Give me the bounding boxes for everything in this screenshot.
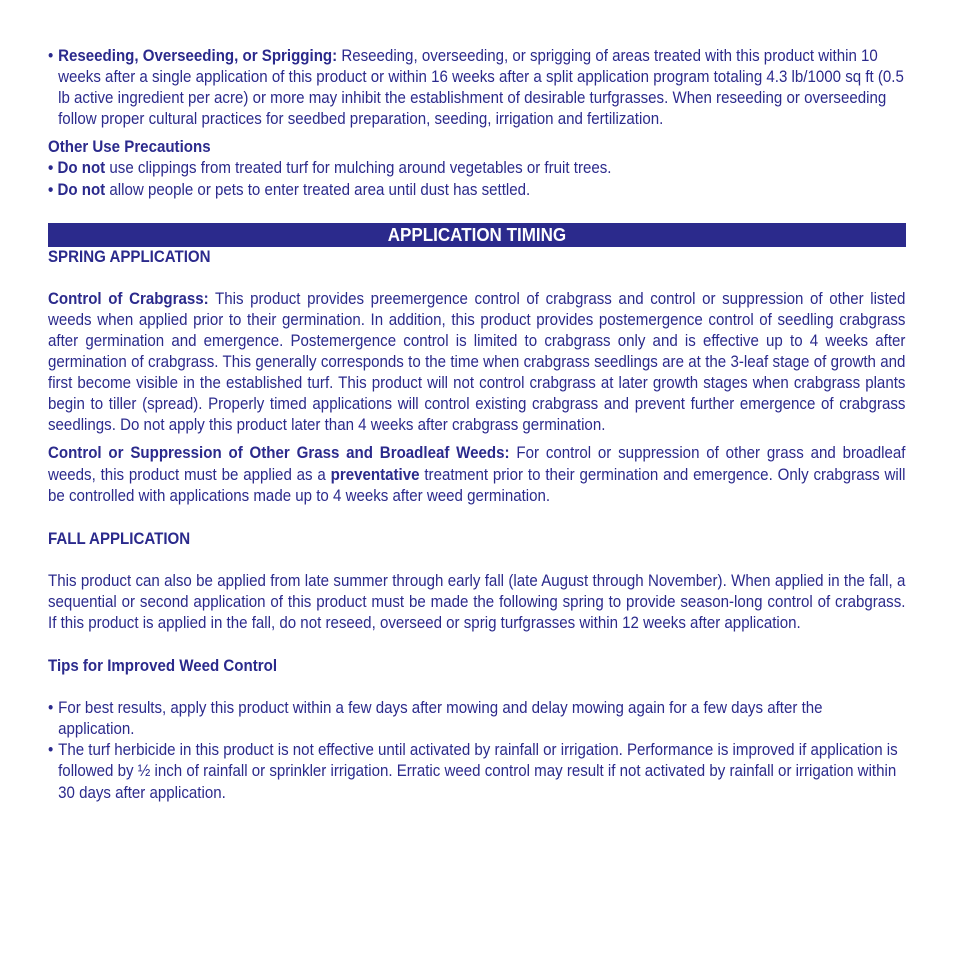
other-weeds-paragraph — [48, 443, 905, 506]
banner-title: APPLICATION TIMING — [387, 223, 567, 245]
fall-heading: FALL APPLICATION — [48, 529, 191, 548]
tips-heading: Tips for Improved Weed Control — [48, 657, 278, 676]
precaution-do-not: • Do not — [48, 159, 106, 178]
precaution-item — [48, 180, 905, 201]
reseeding-text: Reseeding, overseeding, or sprigging of areas treated with this product within 10 weeks after a single application of this product or within 16 weeks after a split application program totaling 4.3 lb/1000 sq ft (0.5 lb active ingredient per acre) or more may inhibit the establishment of desirable turfgrasses. When reseeding or overseeding follow proper cultural practices for seedbed preparation, seeding, irrigation and fertilization. — [58, 47, 904, 129]
label-page — [48, 46, 906, 804]
precaution-item — [48, 158, 905, 179]
precaution-text: use clippings from treated turf for mulching around vegetables or fruit trees. — [105, 159, 612, 178]
fall-section — [48, 529, 905, 634]
crabgrass-label: Control of Crabgrass: — [48, 289, 209, 308]
fall-paragraph: This product can also be applied from late summer through early fall (late August through November). When applied in the fall, a sequential or second application of this product must be made the following spring to provide season-long control of crabgrass. If this product is applied in the fall, do not reseed, overseed or sprig turfgrasses within 12 weeks after application. — [48, 571, 906, 632]
precaution-do-not: • Do not — [48, 180, 106, 199]
precautions-heading: Other Use Precautions — [48, 138, 211, 157]
spring-section — [48, 247, 905, 507]
bullet: • — [48, 47, 54, 65]
bullet: • — [48, 741, 54, 760]
tips-section — [48, 656, 905, 804]
bullet: • — [48, 699, 54, 718]
tip-item — [48, 698, 895, 740]
reseeding-label: Reseeding, Overseeding, or Sprigging: — [58, 47, 338, 65]
reseeding-paragraph — [48, 46, 912, 130]
other-weeds-label: Control or Suppression of Other Grass and Broadleaf Weeds: — [48, 444, 510, 463]
other-weeds-text-1: For control or suppression of other grass and broadleaf weeds, this product must be applied as a — [48, 444, 906, 484]
tip-text: The turf herbicide in this product is not effective until activated by rainfall or irrigation. Performance is improved if application is followed by ½ inch of rainfall or sprinkler irrigation. Erratic weed control may result if not activated by rainfall or irrigation within 30 days after application. — [58, 741, 898, 802]
crabgrass-paragraph — [48, 289, 905, 437]
preventative-word: preventative — [330, 465, 420, 484]
other-weeds-text-2: treatment prior to their germination and emergence. Only crabgrass will be controlled with applications made up to 4 weeks after weed germination. — [48, 465, 906, 505]
precaution-text: allow people or pets to enter treated area until dust has settled. — [105, 180, 531, 199]
tip-text: For best results, apply this product within a few days after mowing and delay mowing again for a few days after the application. — [58, 699, 823, 739]
crabgrass-text: This product provides preemergence control of crabgrass and control or suppression of other listed weeds when applied prior to their germination. In addition, this product provides postemergence control of seedling crabgrass after germination and emergence. Postemergence control is limited to crabgrass only and is effective up to 4 weeks after germination of crabgrass. This generally corresponds to the time when crabgrass seedlings are at the 3-leaf stage of growth and first become visible in the established turf. This product will not control crabgrass at later growth stages when crabgrass plants begin to tiller (spread). Properly timed applications will control existing crabgrass and prevent further emergence of crabgrass seedlings. Do not apply this product later than 4 weeks after crabgrass germination. — [48, 289, 906, 435]
application-timing-banner — [48, 223, 906, 247]
tip-item — [48, 740, 912, 803]
spring-heading: SPRING APPLICATION — [48, 247, 211, 266]
precautions-section — [48, 137, 905, 200]
